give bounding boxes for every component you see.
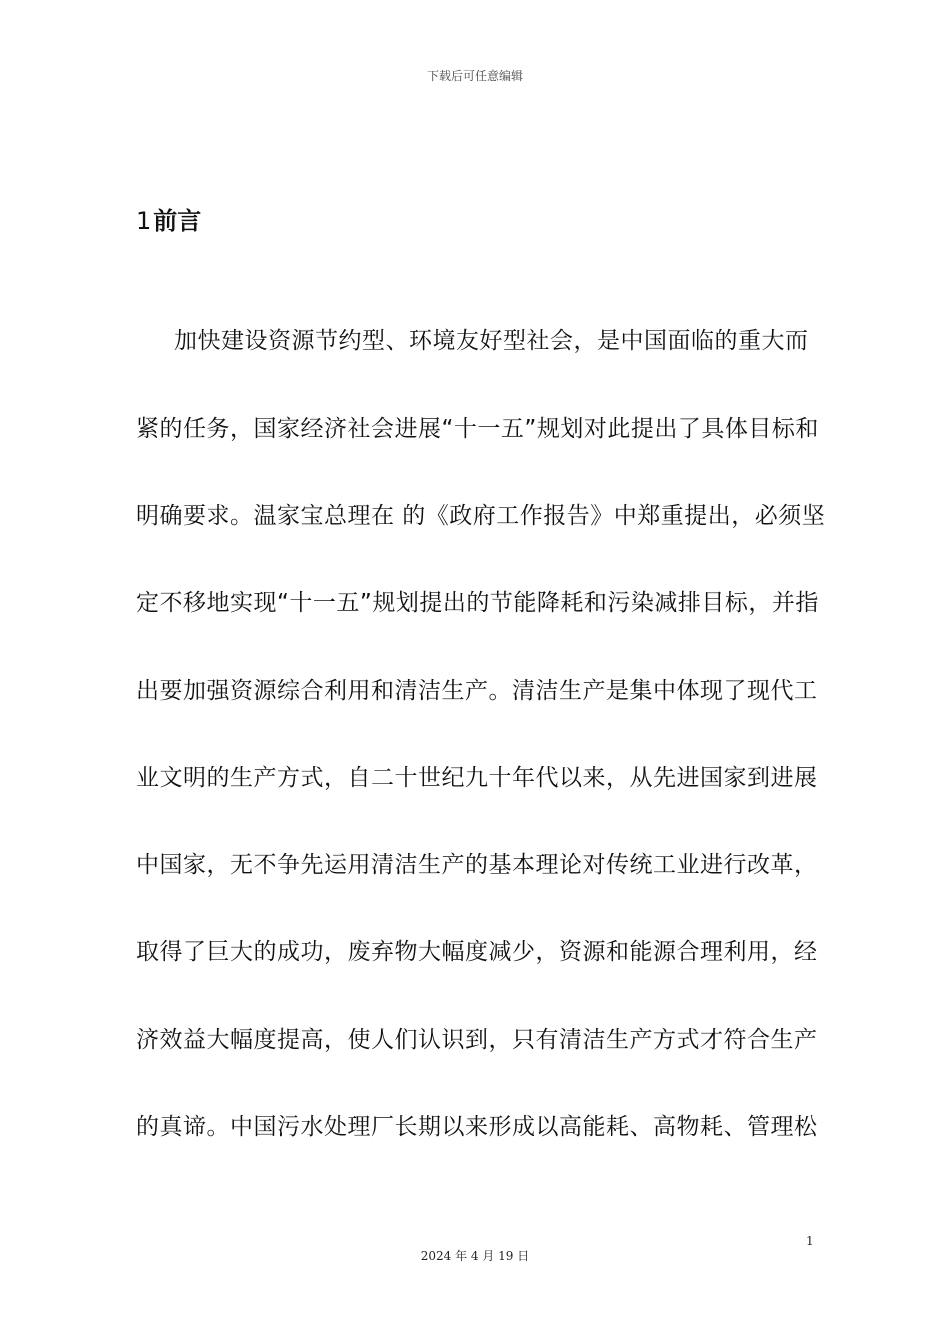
paragraph-line: 出要加强资源综合利用和清洁生产。清洁生产是集中体现了现代工	[136, 678, 818, 704]
paragraph-line: 的真谛。中国污水处理厂长期以来形成以高能耗、高物耗、管理松	[136, 1114, 818, 1140]
page-number: 1	[806, 1234, 814, 1248]
paragraph-line: 济效益大幅度提高，使人们认识到，只有清洁生产方式才符合生产	[136, 1027, 818, 1053]
paragraph-line: 取得了巨大的成功，废弃物大幅度减少，资源和能源合理利用，经	[136, 939, 818, 965]
paragraph-line: 中国家，无不争先运用清洁生产的基本理论对传统工业进行改革，	[136, 852, 818, 878]
section-heading	[136, 204, 201, 238]
paragraph-line: 紧的任务，国家经济社会进展“十一五”规划对此提出了具体目标和	[136, 416, 819, 442]
paragraph-line: 加快建设资源节约型、环境友好型社会，是中国面临的重大而	[174, 328, 809, 354]
paragraph-line: 明确要求。温家宝总理在 的《政府工作报告》中郑重提出，必须坚	[136, 503, 826, 529]
section-title: 前言	[153, 207, 202, 235]
header-note: 下载后可任意编辑	[426, 69, 523, 83]
section-number: 1	[136, 207, 152, 235]
paragraph-line: 业文明的生产方式，自二十世纪九十年代以来，从先进国家到进展	[136, 765, 818, 791]
footer-date: 2024 年 4 月 19 日	[420, 1249, 530, 1263]
paragraph-line: 定不移地实现“十一五”规划提出的节能降耗和污染减排目标，并指	[136, 590, 819, 616]
